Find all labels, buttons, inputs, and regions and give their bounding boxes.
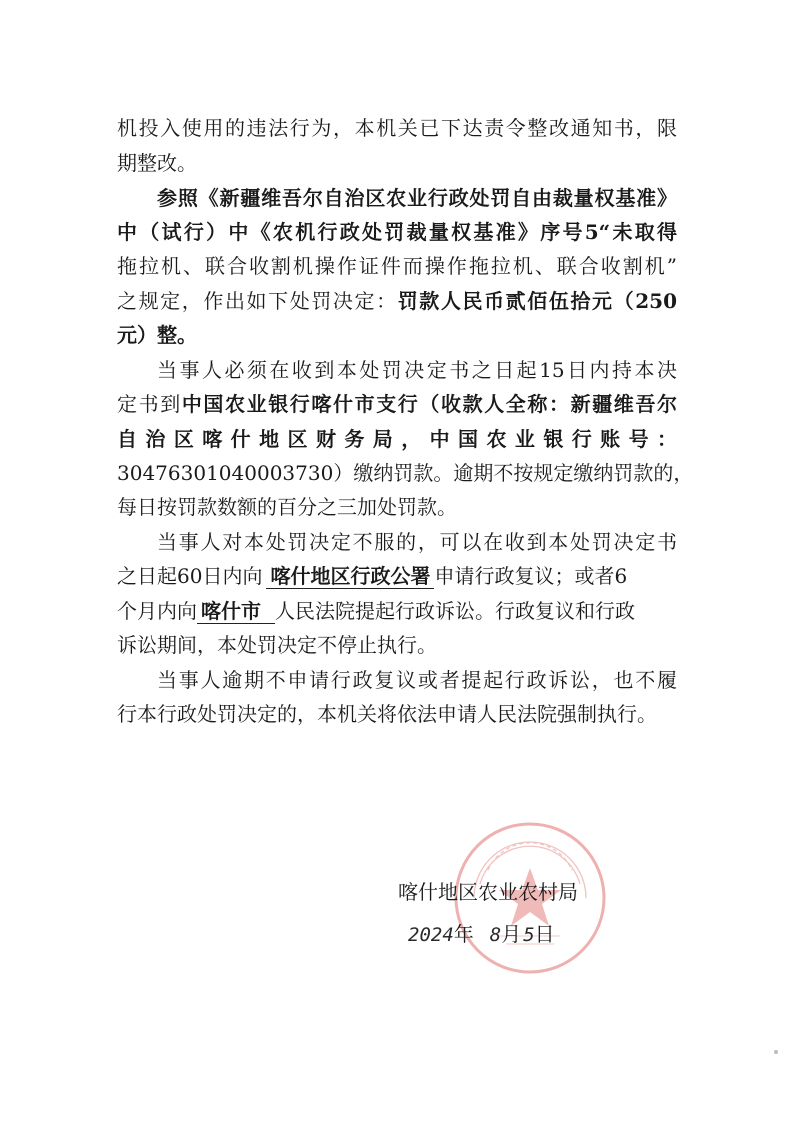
body-line — [117, 596, 677, 626]
issue-date — [408, 919, 555, 950]
handwritten-month: 8 — [489, 924, 502, 946]
body-line: 自治区喀什地区财务局，中国农业银行账号： — [117, 427, 677, 451]
issuer-name: 喀什地区农业农村局 — [398, 880, 578, 904]
body-line: 当事人必须在收到本处罚决定书之日起15日内持本决 — [157, 358, 677, 382]
body-line: 期整改。 — [117, 151, 197, 175]
body-line: 当事人逾期不申请行政复议或者提起行政诉讼，也不履 — [157, 668, 677, 692]
body-line: 每日按罚款数额的百分之三加处罚款。 — [117, 495, 457, 519]
body-line — [117, 389, 677, 419]
body-line: 元）整。 — [117, 323, 197, 347]
body-line — [117, 561, 677, 591]
body-line: 诉讼期间，本处罚决定不停止执行。 — [117, 633, 437, 657]
body-line — [117, 286, 677, 316]
body-line: 中（试行）中《农机行政处罚裁量权基准》序号5“未取得 — [117, 220, 677, 244]
body-line: 参照《新疆维吾尔自治区农业行政处罚自由裁量权基准》 — [157, 186, 677, 210]
court-location: 喀什市 — [197, 599, 275, 624]
bank-name: 中国农业银行喀什市支行（收款人全称：新疆维吾尔 — [181, 392, 678, 416]
text-segment: 缴纳罚款。逾期不按规定缴纳罚款的， — [353, 461, 694, 485]
review-authority: 喀什地区行政公署 — [266, 564, 434, 589]
body-line: 拖拉机、联合收割机操作证件而操作拖拉机、联合收割机” — [117, 254, 677, 278]
year-unit: 年 — [453, 922, 474, 946]
month-unit: 月 — [501, 922, 522, 946]
day-unit: 日 — [534, 922, 555, 946]
body-line: 行本行政处罚决定的，本机关将依法申请人民法院强制执行。 — [117, 702, 657, 726]
text-segment: 申请行政复议；或者6 — [434, 564, 628, 588]
text-segment: 个月内向 — [117, 599, 197, 623]
handwritten-day: 5 — [523, 924, 535, 946]
body-line: 机投入使用的违法行为，本机关已下达责令整改通知书，限 — [117, 116, 677, 140]
body-line — [117, 458, 694, 488]
fine-amount: 罚款人民币贰佰伍拾元（250 — [397, 289, 677, 313]
text-segment: 之日起60日内向 — [117, 564, 263, 588]
scan-speck — [774, 1050, 778, 1054]
text-segment: 之规定，作出如下处罚决定： — [117, 289, 398, 313]
text-segment: 定书到 — [117, 392, 182, 416]
handwritten-year: 2024 — [408, 924, 454, 946]
body-line: 当事人对本处罚决定不服的，可以在收到本处罚决定书 — [157, 530, 677, 554]
account-number: 30476301040003730） — [117, 461, 354, 485]
text-segment: 人民法院提起行政诉讼。行政复议和行政 — [275, 599, 635, 623]
